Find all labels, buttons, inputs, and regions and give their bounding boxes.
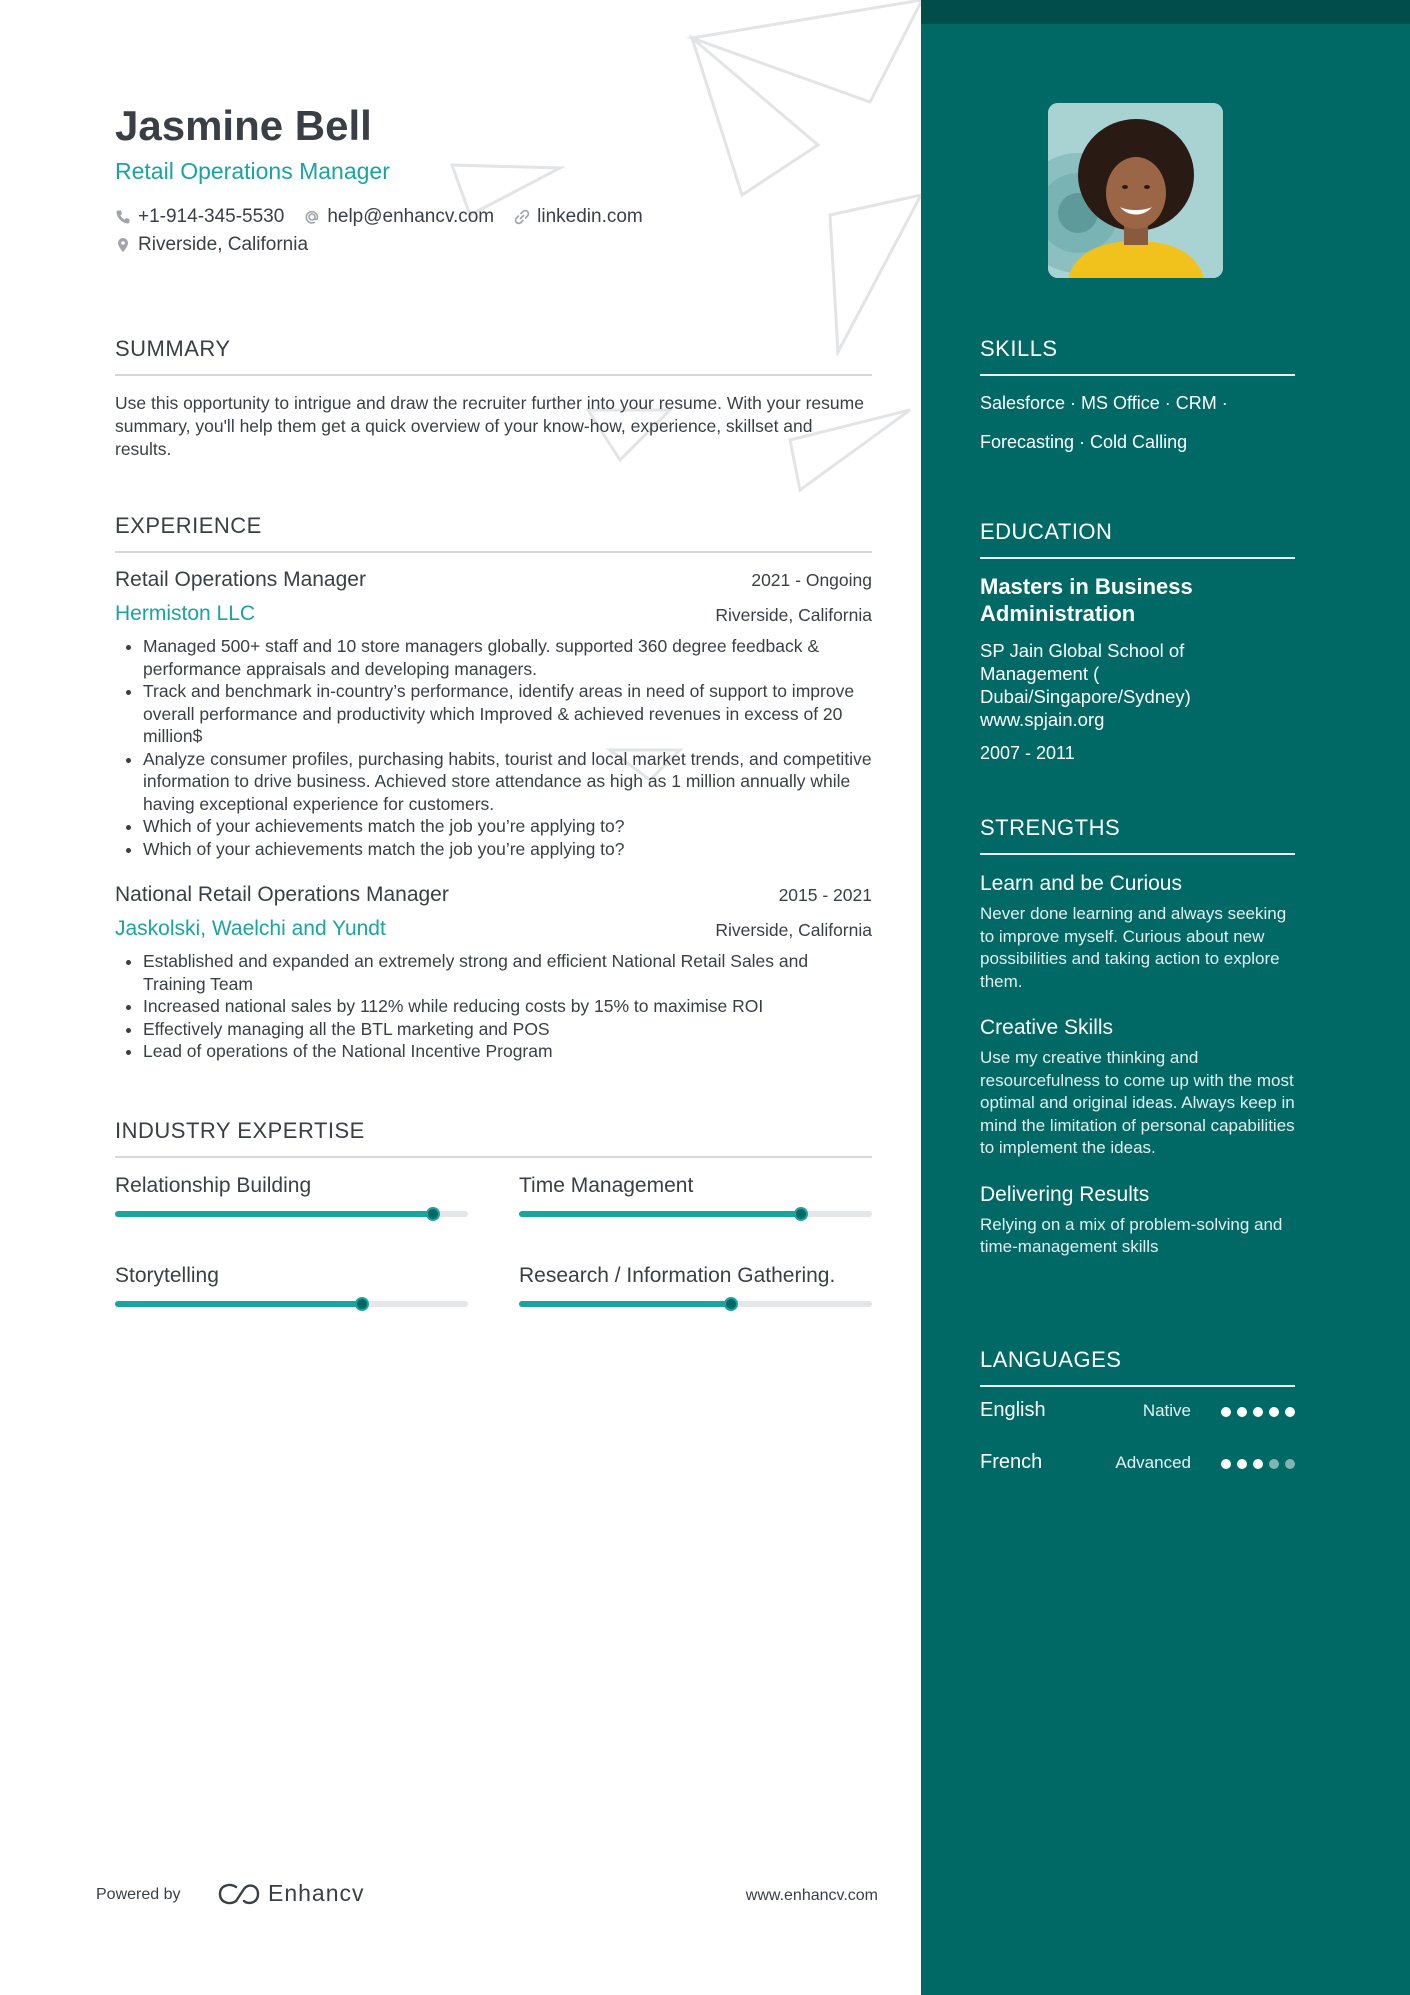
location-text: Riverside, California xyxy=(138,234,309,255)
education-section xyxy=(980,519,1295,764)
expertise-grid xyxy=(115,1172,872,1372)
job-entry xyxy=(115,882,872,1063)
strength-description: Relying on a mix of problem-solving and time-management skills xyxy=(980,1214,1283,1256)
language-dot-empty xyxy=(1269,1459,1279,1469)
experience-section xyxy=(115,513,872,1063)
language-level: Advanced xyxy=(1115,1453,1191,1472)
enhancv-logo-icon xyxy=(216,1881,262,1907)
job-location: Riverside, California xyxy=(715,920,872,940)
expertise-item xyxy=(115,1172,468,1217)
phone-contact[interactable] xyxy=(115,206,284,228)
language-dot-filled xyxy=(1253,1407,1263,1417)
summary-heading: SUMMARY xyxy=(115,336,872,376)
language-dot-filled xyxy=(1221,1407,1231,1417)
strength-title: Delivering Results xyxy=(980,1182,1150,1206)
expertise-bar-fill xyxy=(115,1211,433,1217)
job-bullet: • Which of your achievements match the job you’re applying to? xyxy=(143,838,872,861)
job-bullets xyxy=(115,950,872,1063)
candidate-headline: Retail Operations Manager xyxy=(115,158,390,184)
language-row xyxy=(980,1439,1295,1491)
language-name: French xyxy=(980,1451,1043,1473)
job-company: Jaskolski, Waelchi and Yundt xyxy=(115,917,386,940)
language-dots xyxy=(1221,1459,1295,1469)
languages-section xyxy=(980,1347,1295,1491)
experience-heading: EXPERIENCE xyxy=(115,513,872,553)
job-entry xyxy=(115,567,872,860)
expertise-name: Storytelling xyxy=(115,1264,219,1287)
expertise-bar-fill xyxy=(115,1301,362,1307)
language-dot-filled xyxy=(1269,1407,1279,1417)
linkedin-contact[interactable] xyxy=(514,206,643,228)
skills-list-line: Forecasting · Cold Calling xyxy=(980,432,1188,452)
skills-heading: SKILLS xyxy=(980,336,1295,376)
location-row xyxy=(115,234,328,256)
profile-photo xyxy=(1048,103,1223,278)
job-dates: 2015 - 2021 xyxy=(778,885,872,905)
job-bullets xyxy=(115,635,872,860)
powered-by-label: Powered by xyxy=(96,1886,181,1903)
footer-website[interactable]: www.enhancv.com xyxy=(745,1887,878,1904)
sidebar-top-band xyxy=(921,0,1410,24)
candidate-name: Jasmine Bell xyxy=(115,102,372,149)
language-level: Native xyxy=(1142,1401,1191,1420)
job-bullet: • Established and expanded an extremely strong and efficient National Retail Sales and Training Team xyxy=(143,950,872,995)
expertise-bar xyxy=(115,1211,468,1217)
language-dot-empty xyxy=(1285,1459,1295,1469)
expertise-bar-fill xyxy=(519,1211,801,1217)
strength-description: Use my creative thinking and resourcefulness to come up with the most optimal and original ideas. Always keep in mind the limitation of personal capabilities to implement the ideas. xyxy=(980,1048,1295,1157)
education-dates: 2007 - 2011 xyxy=(980,743,1075,763)
job-bullet: • Which of your achievements match the job you’re applying to? xyxy=(143,815,872,838)
strengths-section xyxy=(980,815,1295,1259)
education-degree: Masters in Business Administration xyxy=(980,574,1193,626)
job-title: National Retail Operations Manager xyxy=(115,883,449,906)
profile-photo-illustration xyxy=(1048,103,1223,278)
job-title: Retail Operations Manager xyxy=(115,568,366,591)
strength-item xyxy=(980,1015,1295,1160)
language-dot-filled xyxy=(1221,1459,1231,1469)
expertise-bar xyxy=(519,1211,872,1217)
language-dot-filled xyxy=(1237,1407,1247,1417)
sidebar xyxy=(921,0,1410,1995)
job-bullet: • Increased national sales by 112% while reducing costs by 15% to maximise ROI xyxy=(143,995,872,1018)
language-row xyxy=(980,1387,1295,1439)
strength-title: Creative Skills xyxy=(980,1016,1114,1039)
footer xyxy=(96,1880,878,1910)
job-bullet: • Track and benchmark in-country’s performance, identify areas in need of support to improve overall performance and productivity which Improved & achieved revenues in excess of 20 million$ xyxy=(143,680,872,748)
expertise-bar xyxy=(519,1301,872,1307)
expertise-item xyxy=(519,1172,872,1217)
job-bullet: • Lead of operations of the National Incentive Program xyxy=(143,1040,872,1063)
strength-item xyxy=(980,871,1295,993)
at-icon xyxy=(304,209,320,225)
skills-list-line: Salesforce · MS Office · CRM · xyxy=(980,393,1228,413)
expertise-item xyxy=(519,1262,872,1307)
skills-section xyxy=(980,336,1295,455)
job-bullet: • Effectively managing all the BTL marketing and POS xyxy=(143,1018,872,1041)
language-dot-filled xyxy=(1285,1407,1295,1417)
expertise-item xyxy=(115,1262,468,1307)
expertise-section xyxy=(115,1118,872,1372)
strength-title: Learn and be Curious xyxy=(980,872,1182,895)
phone-icon xyxy=(115,209,131,225)
job-dates: 2021 - Ongoing xyxy=(751,570,872,590)
job-location: Riverside, California xyxy=(715,605,872,625)
expertise-name: Relationship Building xyxy=(115,1174,312,1197)
job-bullet: • Managed 500+ staff and 10 store managers globally. supported 360 degree feedback & performance appraisals and developing managers. xyxy=(143,635,872,680)
expertise-heading: INDUSTRY EXPERTISE xyxy=(115,1118,872,1158)
language-dots xyxy=(1221,1407,1295,1417)
summary-section xyxy=(115,336,872,461)
languages-heading: LANGUAGES xyxy=(980,1347,1295,1387)
contact-row xyxy=(115,206,663,228)
expertise-bar-knob xyxy=(426,1207,440,1221)
expertise-bar-knob xyxy=(355,1297,369,1311)
expertise-bar-fill xyxy=(519,1301,731,1307)
expertise-name: Time Management xyxy=(519,1174,694,1197)
strengths-heading: STRENGTHS xyxy=(980,815,1295,855)
education-heading: EDUCATION xyxy=(980,519,1295,559)
expertise-bar xyxy=(115,1301,468,1307)
education-school: SP Jain Global School of Management ( Dubai/Singapore/Sydney) www.spjain.org xyxy=(980,640,1191,730)
email-contact[interactable] xyxy=(304,206,494,228)
email-text: help@enhancv.com xyxy=(327,206,495,227)
enhancv-logo[interactable] xyxy=(216,1880,365,1907)
expertise-bar-knob xyxy=(794,1207,808,1221)
expertise-bar-knob xyxy=(724,1297,738,1311)
link-icon xyxy=(514,209,530,225)
summary-text: Use this opportunity to intrigue and draw the recruiter further into your resume. With your resume summary, you'll help them get a quick overview of your know-how, experience, skillset and results. xyxy=(115,393,864,459)
phone-text: +1-914-345-5530 xyxy=(138,206,285,227)
strength-item xyxy=(980,1182,1295,1259)
location-pin-icon xyxy=(115,237,131,253)
expertise-name: Research / Information Gathering. xyxy=(519,1264,836,1287)
linkedin-text: linkedin.com xyxy=(537,206,643,227)
language-dot-filled xyxy=(1253,1459,1263,1469)
job-bullet: • Analyze consumer profiles, purchasing habits, tourist and local market trends, and competitive information to drive business. Achieved store attendance as high as 1 million annually while having exceptional experience for customers. xyxy=(143,748,872,816)
enhancv-logo-text: Enhancv xyxy=(268,1880,365,1906)
language-name: English xyxy=(980,1399,1046,1421)
job-company: Hermiston LLC xyxy=(115,602,256,625)
location-contact xyxy=(115,234,308,256)
language-dot-filled xyxy=(1237,1459,1247,1469)
strength-description: Never done learning and always seeking to improve myself. Curious about new possibilities and taking action to explore them. xyxy=(980,904,1287,991)
